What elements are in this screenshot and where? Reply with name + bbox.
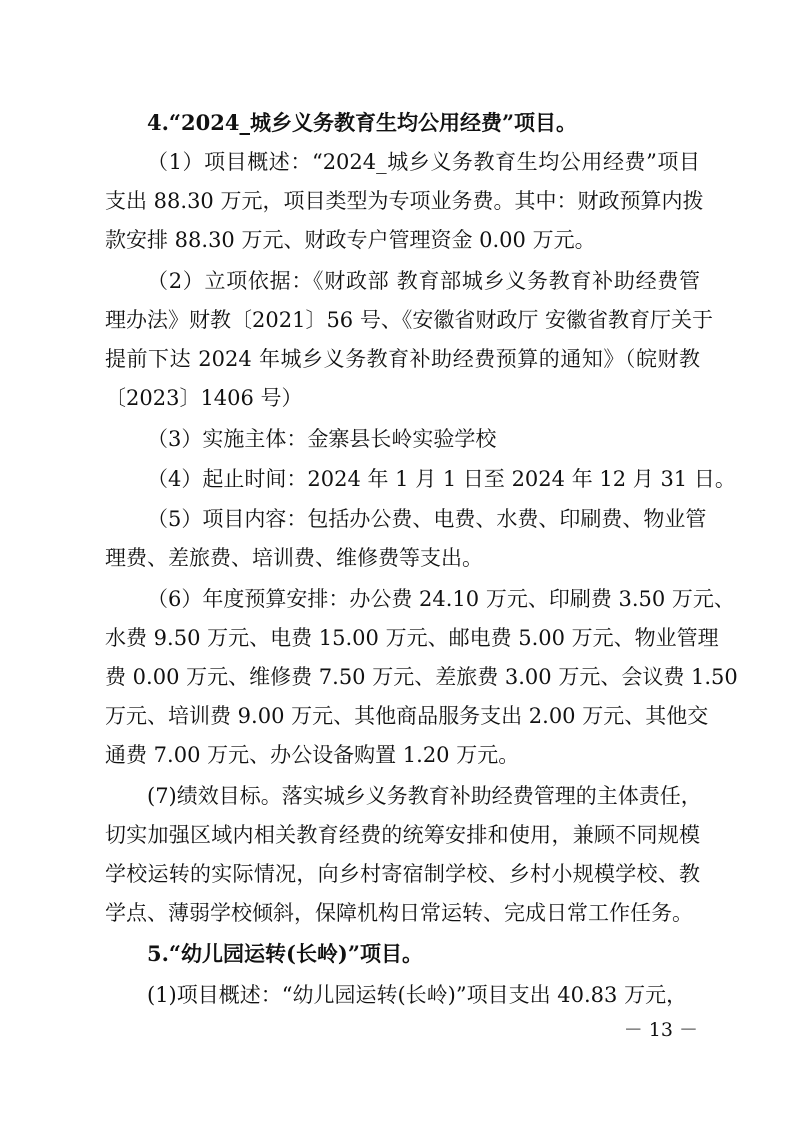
paragraph-line: 通费 7.00 万元、办公设备购置 1.20 万元。	[105, 743, 520, 767]
paragraph-line: 支出 88.30 万元，项目类型为专项业务费。其中：财政预算内拨	[105, 189, 704, 213]
paragraph-line: 〔2023〕1406 号）	[105, 386, 303, 410]
paragraph-line: (1)项目概述：“幼儿园运转(长岭)”项目支出 40.83 万元，	[147, 983, 688, 1007]
paragraph-line: 款安排 88.30 万元、财政专户管理资金 0.00 万元。	[105, 228, 596, 252]
paragraph-line: （3）实施主体：金寨县长岭实验学校	[147, 427, 497, 451]
paragraph-line: （6）年度预算安排：办公费 24.10 万元、印刷费 3.50 万元、	[147, 587, 735, 611]
paragraph-line: 水费 9.50 万元、电费 15.00 万元、邮电费 5.00 万元、物业管理	[105, 626, 719, 650]
paragraph-line: 学点、薄弱学校倾斜，保障机构日常运转、完成日常工作任务。	[105, 901, 693, 925]
paragraph-line: 理办法》财教〔2021〕56 号、《安徽省财政厅 安徽省教育厅关于	[105, 308, 714, 332]
paragraph-line: 理费、差旅费、培训费、维修费等支出。	[105, 546, 483, 570]
paragraph-line: （1）项目概述：“2024_城乡义务教育生均公用经费”项目	[147, 150, 700, 174]
paragraph-line: (7)绩效目标。落实城乡义务教育补助经费管理的主体责任，	[147, 784, 702, 808]
paragraph-line: （4）起止时间：2024 年 1 月 1 日至 2024 年 12 月 31 日。	[147, 467, 736, 491]
paragraph-line: 费 0.00 万元、维修费 7.50 万元、差旅费 3.00 万元、会议费 1.50	[105, 665, 738, 689]
page-number: － 13 －	[623, 1019, 698, 1041]
paragraph-line: 万元、培训费 9.00 万元、其他商品服务支出 2.00 万元、其他交	[105, 704, 709, 728]
paragraph-line: 学校运转的实际情况，向乡村寄宿制学校、乡村小规模学校、教	[105, 862, 700, 886]
section-heading-4: 4.“2024_城乡义务教育生均公用经费”项目。	[147, 110, 578, 135]
section-heading-5: 5.“幼儿园运转(长岭)”项目。	[147, 941, 423, 966]
paragraph-line: 切实加强区域内相关教育经费的统筹安排和使用，兼顾不同规模	[105, 823, 700, 847]
paragraph-line: 提前下达 2024 年城乡义务教育补助经费预算的通知》（皖财教	[105, 347, 700, 371]
paragraph-line: （2）立项依据：《财政部 教育部城乡义务教育补助经费管	[147, 269, 700, 293]
paragraph-line: （5）项目内容：包括办公费、电费、水费、印刷费、物业管	[147, 507, 707, 531]
